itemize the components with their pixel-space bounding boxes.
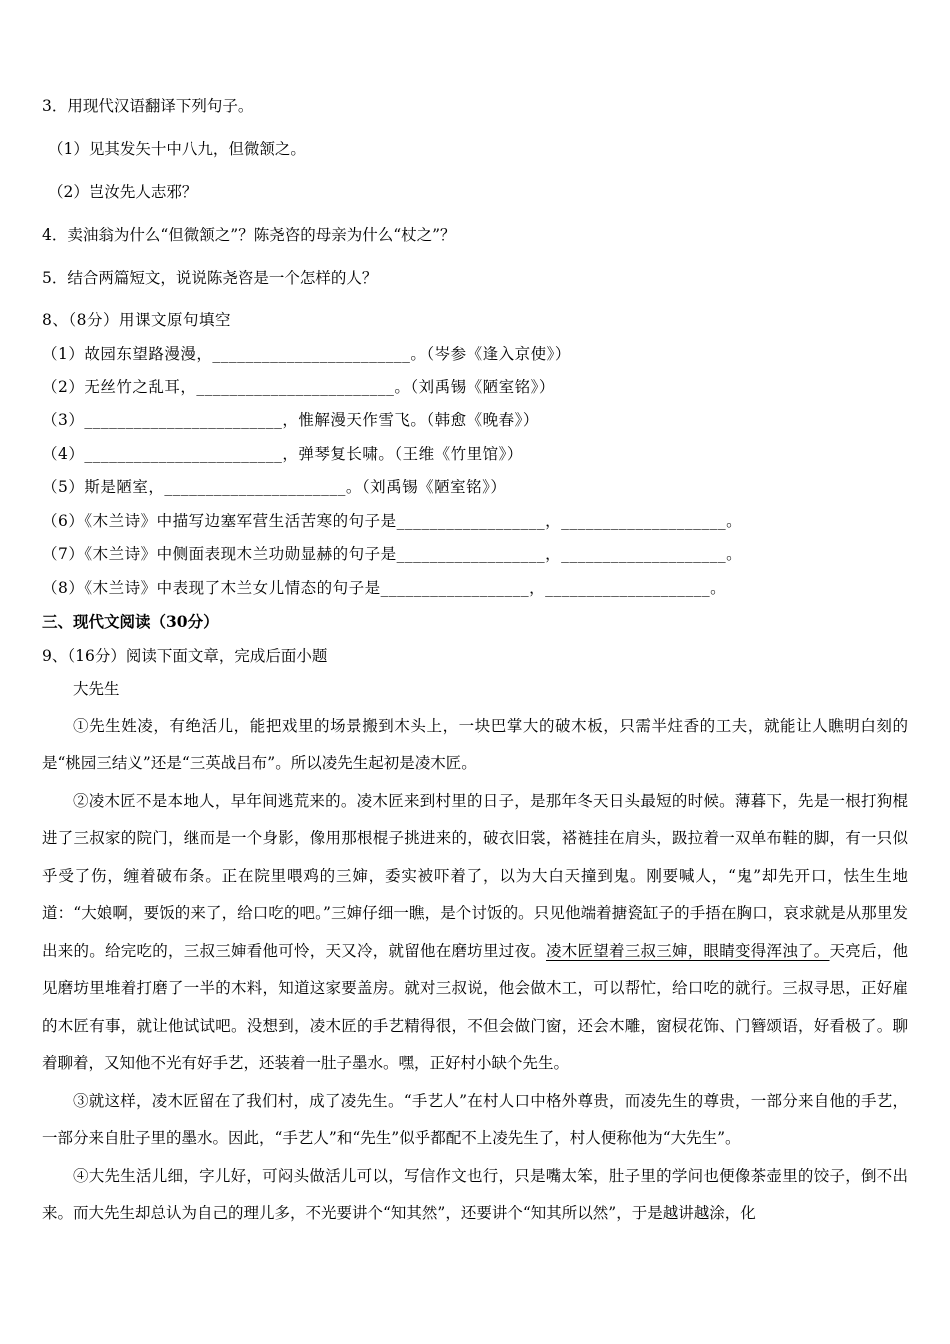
fill-blank-item-5: （5）斯是陋室，______________________。（刘禹锡《陋室铭》） [42,478,507,497]
modern-reading-section [42,610,908,1233]
question-3-item-1: （1）见其发矢十中八九，但微颔之。 [48,140,306,159]
question-5: 5．结合两篇短文，说说陈尧咨是一个怎样的人？ [42,269,378,288]
paragraph-2-underlined-sentence: 凌木匠望着三叔三婶，眼睛变得浑浊了。 [545,941,830,960]
translation-question-section [42,94,908,290]
fill-blank-item-6: （6）《木兰诗》中描写边塞军营生活苦寒的句子是__________________，____________________。 [42,511,743,530]
fill-blank-item-3: （3）________________________，惟解漫天作雪飞。（韩愈《晚春》） [42,411,539,430]
passage-paragraph-2 [42,783,908,1083]
fill-blank-item-2: （2）无丝竹之乱耳，________________________。（刘禹锡《陋室铭》） [42,378,555,397]
fill-blank-item-1: （1）故园东望路漫漫，________________________。（岑参《逢入京使》） [42,344,571,363]
question-8-header: 8、（8分）用课文原句填空 [42,311,231,330]
fill-in-blank-section [42,309,908,599]
paragraph-2-text-after: 天亮后，他见磨坊里堆着打磨了一半的木料，知道这家要盖房。就对三叔说，他会做木工，可以帮忙，给口吃的就行。三叔寻思，正好雇的木匠有事，就让他试试吧。没想到，凌木匠的手艺精得很，不但会做门窗，还会木雕，窗棂花饰、门簪颂语，好看极了。聊着聊着，又知他不光有好手艺，还装着一肚子墨水。嘿，正好村小缺个先生。 [42,941,908,1073]
paragraph-2-text-before: ②凌木匠不是本地人，早年间逃荒来的。凌木匠来到村里的日子，是那年冬天日头最短的时候。薄暮下，先是一根打狗棍进了三叔家的院门，继而是一个身影，像用那根棍子挑进来的，破衣旧裳，褡裢挂在肩头，趿拉着一双单布鞋的脚，有一只似乎受了伤，缠着破布条。正在院里喂鸡的三婶，委实被吓着了，以为大白天撞到鬼。刚要喊人，“鬼”却先开口，怯生生地道：“大娘啊，要饭的来了，给口吃的吧。”三婶仔细一瞧，是个讨饭的。只见他端着搪瓷缸子的手捂在胸口，哀求就是从那里发出来的。给完吃的，三叔三婶看他可怜，天又冷，就留他在磨坊里过夜。 [42,791,908,960]
section-3-header: 三、现代文阅读（30分） [42,612,219,632]
question-9-header: 9、（16分）阅读下面文章，完成后面小题 [42,646,328,665]
passage-paragraph-1: ①先生姓凌，有绝活儿，能把戏里的场景搬到木头上，一块巴掌大的破木板，只需半炷香的工夫，就能让人瞧明白刻的是“桃园三结义”还是“三英战吕布”。所以凌先生起初是凌木匠。 [42,716,908,773]
reading-passage [42,672,908,1233]
passage-paragraph-3: ③就这样，凌木匠留在了我们村，成了凌先生。“手艺人”在村人口中格外尊贵，而凌先生的尊贵，一部分来自他的手艺，一部分来自肚子里的墨水。因此，“手艺人”和“先生”似乎都配不上凌先生了，村人便称他为“大先生”。 [42,1091,908,1148]
fill-blank-item-4: （4）________________________，弹琴复长啸。（王维《竹里馆》） [42,444,523,463]
passage-title: 大先生 [73,680,120,699]
fill-blank-item-7: （7）《木兰诗》中侧面表现木兰功勋显赫的句子是__________________，____________________。 [42,545,743,564]
question-4: 4．卖油翁为什么“但微颔之”？陈尧咨的母亲为什么“杖之”？ [42,226,456,245]
passage-paragraph-4: ④大先生活儿细，字儿好，可闷头做活儿可以，写信作文也行，只是嘴太笨，肚子里的学问也便像茶壶里的饺子，倒不出来。而大先生却总认为自己的理儿多，不光要讲个“知其然”，还要讲个“知其所以然”，于是越讲越涂，化 [42,1166,908,1223]
question-3-item-2: （2）岂汝先人志邪？ [48,183,198,202]
question-3-header: 3．用现代汉语翻译下列句子。 [42,97,254,115]
fill-blank-item-8: （8）《木兰诗》中表现了木兰女儿情态的句子是__________________，____________________。 [42,578,727,597]
